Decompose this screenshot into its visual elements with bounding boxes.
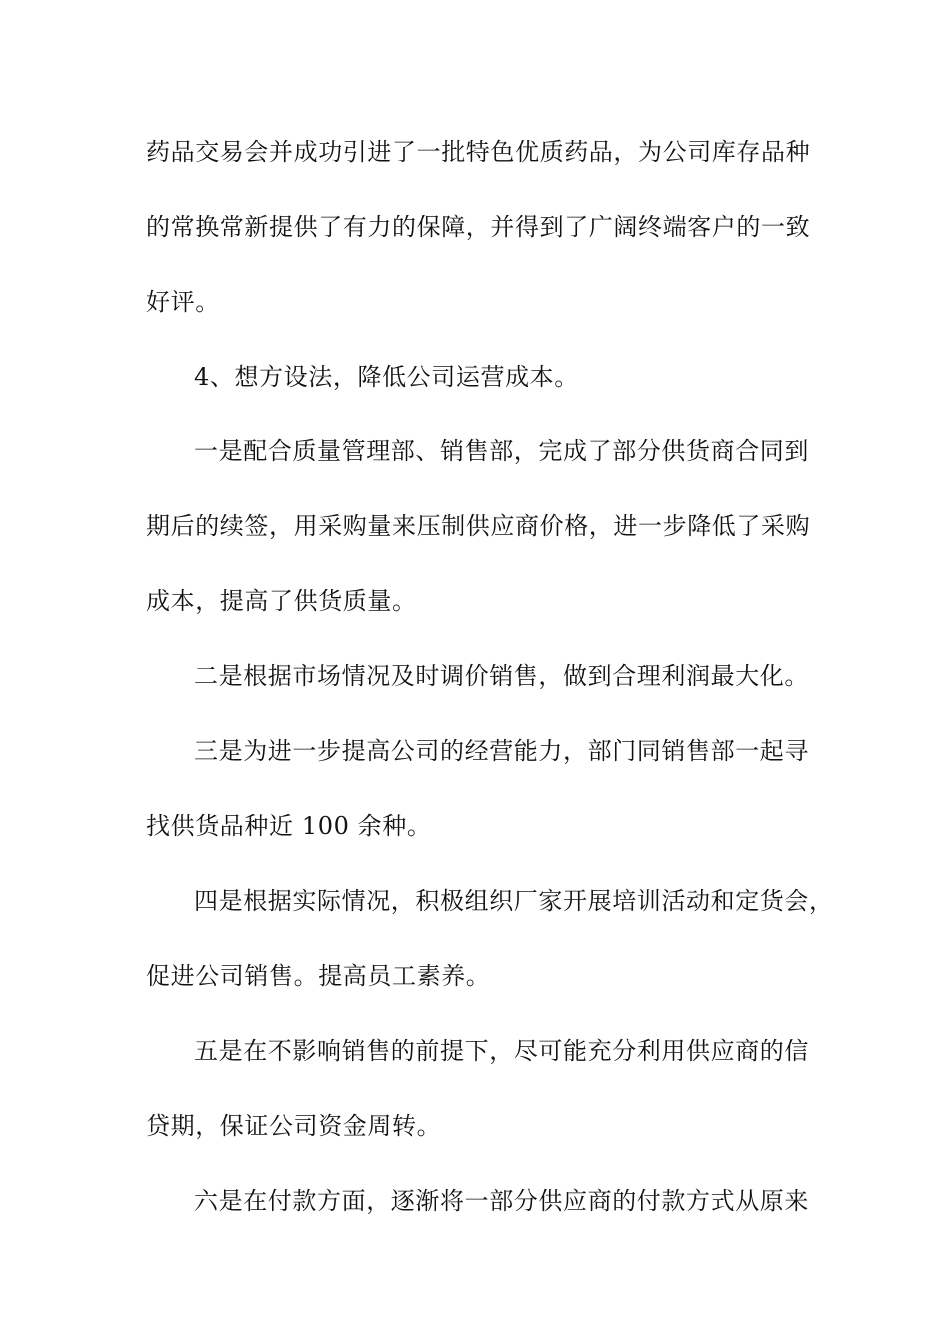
- text-line: 六是在付款方面，逐渐将一部分供应商的付款方式从原来: [194, 1187, 809, 1215]
- text-line: 四是根据实际情况，积极组织厂家开展培训活动和定货会，: [194, 887, 834, 915]
- text-line: 贷期，保证公司资金周转。: [146, 1112, 442, 1140]
- text-line: 成本，提高了供货质量。: [146, 587, 417, 615]
- text-line: 药品交易会并成功引进了一批特色优质药品，为公司库存品种: [146, 138, 811, 166]
- text-line: 五是在不影响销售的前提下，尽可能充分利用供应商的信: [194, 1037, 809, 1065]
- text-line: 二是根据市场情况及时调价销售，做到合理利润最大化。: [194, 662, 809, 690]
- text-line: 找供货品种近 100 余种。: [146, 812, 432, 840]
- text-line: 促进公司销售。提高员工素养。: [146, 962, 491, 990]
- text-line: 的常换常新提供了有力的保障，并得到了广阔终端客户的一致: [146, 213, 811, 241]
- text-line: 三是为进一步提高公司的经营能力，部门同销售部一起寻: [194, 737, 809, 765]
- text-line: 期后的续签，用采购量来压制供应商价格，进一步降低了采购: [146, 512, 811, 540]
- text-line: 好评。: [146, 288, 220, 316]
- text-line: 一是配合质量管理部、销售部，完成了部分供货商合同到: [194, 437, 809, 465]
- section-heading: 4、想方设法，降低公司运营成本。: [194, 363, 579, 391]
